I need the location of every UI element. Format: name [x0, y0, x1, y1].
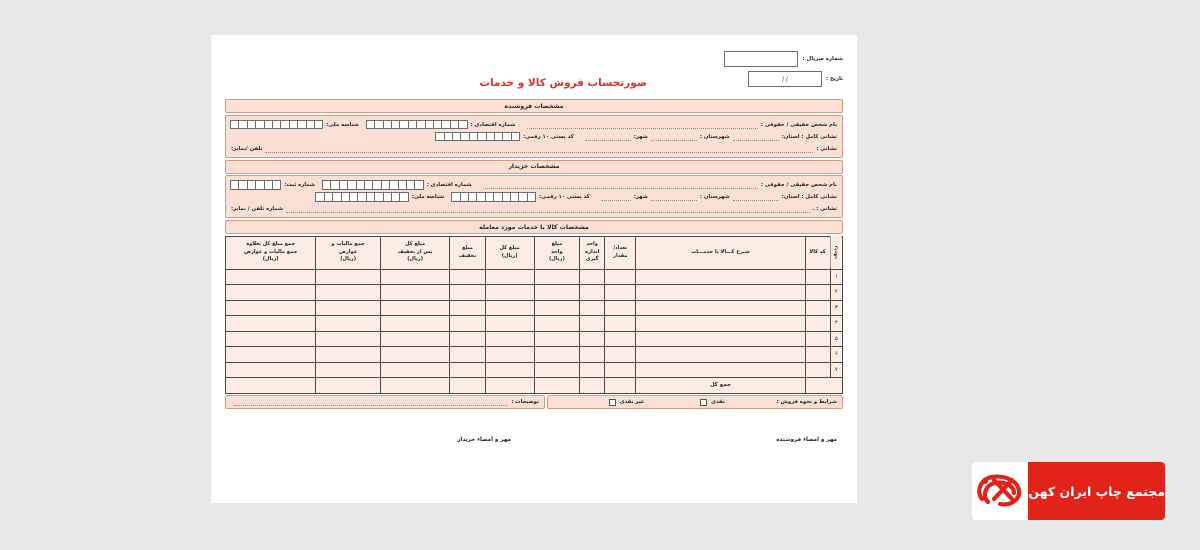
digit-cell[interactable] — [502, 132, 511, 141]
cell-description[interactable] — [636, 347, 805, 363]
buyer-band — [225, 160, 843, 174]
seller-county-input[interactable] — [651, 133, 697, 141]
buyer-signature-label: مهر و امضاء خریدار — [457, 437, 511, 443]
row-number-cell: ۲ — [830, 285, 842, 301]
digit-cell[interactable] — [280, 120, 289, 129]
goods-table-body — [226, 269, 843, 393]
cell-unit[interactable] — [580, 285, 605, 301]
cell-total[interactable] — [485, 331, 534, 347]
digit-cell[interactable] — [451, 192, 460, 201]
digit-cell[interactable] — [494, 132, 503, 141]
digit-cell[interactable] — [444, 132, 453, 141]
table-row — [226, 362, 843, 378]
seller-county-label: شهرستان : — [699, 133, 730, 140]
digit-cell[interactable] — [477, 132, 486, 141]
digit-cell[interactable] — [468, 192, 477, 201]
goods-col-header-tax: جمع مالیات و عوارض (ریال) — [316, 236, 380, 269]
buyer-city-label: شهر: — [633, 194, 648, 200]
digit-cell[interactable] — [364, 180, 373, 189]
seller-postal-code-label: کد پستی ۱۰ رقمی: — [523, 133, 574, 140]
cell-total[interactable] — [485, 316, 534, 332]
brand-mark-panel — [972, 462, 1028, 520]
cell-grand[interactable] — [226, 316, 316, 332]
cell-description[interactable] — [636, 331, 805, 347]
digit-cell[interactable] — [425, 120, 434, 129]
digit-cell[interactable] — [230, 120, 239, 129]
table-row — [226, 269, 843, 285]
digit-cell[interactable] — [366, 120, 375, 129]
buyer-address-label: نشانی : ـ — [812, 206, 837, 212]
goods-band-title: مشخصات کالا یا خدمات مورد معامله — [479, 223, 589, 231]
cell-tax[interactable] — [316, 362, 380, 378]
seller-economic-code-label: شماره اقتصادی : — [470, 121, 516, 128]
buyer-band-title: مشخصات خریدار — [508, 163, 560, 170]
digit-cell[interactable] — [391, 192, 400, 201]
digit-cell[interactable] — [383, 192, 392, 201]
cell-after_discount[interactable] — [380, 331, 450, 347]
cell-qty[interactable] — [605, 300, 636, 316]
buyer-city-input[interactable] — [601, 193, 631, 201]
cash-checkbox[interactable] — [700, 399, 707, 406]
cell-qty[interactable] — [605, 269, 636, 285]
cell-qty[interactable] — [605, 285, 636, 301]
row-number-cell: ۳ — [830, 300, 842, 316]
buyer-name-label: نام شخص حقیقی / حقوقی : — [760, 182, 837, 188]
noncash-label: غیر نقدی — [619, 399, 645, 405]
digit-cell[interactable] — [230, 180, 239, 189]
sale-terms-box — [547, 395, 843, 409]
goods-header-row — [226, 236, 843, 269]
serial-label: شماره سریال : — [802, 56, 843, 62]
notes-label: توضیحات : — [511, 399, 539, 405]
digit-cell[interactable] — [510, 192, 519, 201]
cell-description[interactable] — [636, 269, 805, 285]
digit-cell[interactable] — [433, 120, 442, 129]
digit-cell[interactable] — [272, 180, 281, 189]
cell-grand[interactable] — [226, 285, 316, 301]
invoice-form — [225, 51, 843, 443]
cell-tax[interactable] — [316, 331, 380, 347]
cell-after_discount[interactable] — [380, 285, 450, 301]
cell-description[interactable] — [636, 285, 805, 301]
table-row — [226, 285, 843, 301]
signature-row — [225, 437, 843, 443]
cell-tax[interactable] — [316, 347, 380, 363]
seller-row-3 — [231, 143, 837, 155]
table-row — [226, 316, 843, 332]
serial-input[interactable] — [724, 51, 798, 67]
brand-name: مجتمع چاپ ایران کهن — [1028, 483, 1165, 499]
digit-cell[interactable] — [511, 132, 520, 141]
brand-logo — [975, 462, 1165, 520]
seller-province-input[interactable] — [733, 133, 779, 141]
cell-description[interactable] — [636, 362, 805, 378]
digit-cell[interactable] — [330, 180, 339, 189]
digit-cell[interactable] — [289, 120, 298, 129]
cell-total[interactable] — [485, 347, 534, 363]
digit-cell[interactable] — [460, 192, 469, 201]
cell-unit[interactable] — [580, 316, 605, 332]
digit-cell[interactable] — [408, 120, 417, 129]
cell-unit[interactable] — [580, 269, 605, 285]
digit-cell[interactable] — [458, 120, 467, 129]
cell-discount[interactable] — [450, 347, 485, 363]
digit-cell[interactable] — [406, 180, 415, 189]
cell-after_discount[interactable] — [380, 316, 450, 332]
cell-discount[interactable] — [450, 331, 485, 347]
digit-cell[interactable] — [366, 192, 375, 201]
cell-code[interactable] — [805, 362, 830, 378]
row-number-cell: ۷ — [830, 362, 842, 378]
digit-cell[interactable] — [315, 192, 324, 201]
seller-postal-code-boxes[interactable] — [436, 132, 520, 141]
page-title: صورتحساب فروش کالا و خدمات — [479, 77, 647, 89]
goods-col-header-grand: جمع مبلغ کل بعلاوه جمع مالیات و عوارض (ریال) — [226, 236, 316, 269]
date-input[interactable]: / / — [748, 71, 822, 87]
digit-cell[interactable] — [247, 120, 256, 129]
buyer-economic-code-label: شماره اقتصادی : — [426, 182, 472, 188]
buyer-row-2 — [231, 191, 837, 203]
cell-description[interactable] — [636, 316, 805, 332]
cell-qty[interactable] — [605, 331, 636, 347]
grand-total-cell-unit[interactable] — [580, 378, 605, 394]
goods-col-header-code: کد کالا — [805, 236, 830, 269]
grand-total-cell-total[interactable] — [485, 378, 534, 394]
digit-cell[interactable] — [435, 132, 444, 141]
footer-conditions — [225, 395, 843, 409]
digit-cell[interactable] — [391, 120, 400, 129]
date-row — [693, 71, 843, 87]
seller-national-id-boxes[interactable] — [231, 120, 323, 129]
digit-cell[interactable] — [374, 192, 383, 201]
cell-after_discount[interactable] — [380, 300, 450, 316]
cell-description[interactable] — [636, 300, 805, 316]
grand-total-label: جمع کل — [636, 378, 805, 394]
serial-row — [693, 51, 843, 67]
cell-grand[interactable] — [226, 300, 316, 316]
grand-total-cell-discount[interactable] — [450, 378, 485, 394]
digit-cell[interactable] — [399, 120, 408, 129]
cell-qty[interactable] — [605, 347, 636, 363]
digit-cell[interactable] — [339, 180, 348, 189]
seller-national-id-label: شناسه ملی: — [326, 121, 359, 128]
cell-discount[interactable] — [450, 316, 485, 332]
goods-col-header-after_discount: مبلغ کل پس از تخفیف (ریال) — [380, 236, 450, 269]
seller-row-2 — [231, 131, 837, 143]
buyer-phone-label: شماره تلفن / نمابر: — [231, 206, 284, 212]
cell-qty[interactable] — [605, 362, 636, 378]
digit-cell[interactable] — [452, 132, 461, 141]
digit-cell[interactable] — [255, 180, 264, 189]
row-number-cell: ۶ — [830, 347, 842, 363]
goods-col-header-total: مبلغ کل (ریال) — [485, 236, 534, 269]
cell-unit[interactable] — [580, 362, 605, 378]
cell-tax[interactable] — [316, 300, 380, 316]
digit-cell[interactable] — [398, 180, 407, 189]
cell-unit_price[interactable] — [534, 316, 580, 332]
cell-unit_price[interactable] — [534, 285, 580, 301]
digit-cell[interactable] — [502, 192, 511, 201]
grand-total-cell-after_discount[interactable] — [380, 378, 450, 394]
table-row — [226, 300, 843, 316]
digit-cell[interactable] — [357, 192, 366, 201]
buyer-postal-code-boxes[interactable] — [452, 192, 536, 201]
seller-band-title: مشخصات فروشنده — [504, 102, 564, 110]
digit-cell[interactable] — [469, 132, 478, 141]
digit-cell[interactable] — [272, 120, 281, 129]
brand-name-panel — [1028, 462, 1165, 520]
cell-grand[interactable] — [226, 331, 316, 347]
buyer-name-input[interactable] — [483, 181, 758, 189]
row-number-cell: ۵ — [830, 331, 842, 347]
digit-cell[interactable] — [399, 192, 408, 201]
cell-code[interactable] — [805, 300, 830, 316]
mark-dot-icon — [982, 478, 988, 484]
buyer-registration-boxes[interactable] — [231, 180, 281, 189]
cell-after_discount[interactable] — [380, 362, 450, 378]
noncash-option[interactable] — [605, 399, 645, 406]
seller-phone-label: تلفن /نمابر: — [231, 145, 263, 152]
buyer-province-input[interactable] — [733, 193, 779, 201]
cell-unit_price[interactable] — [534, 347, 580, 363]
digit-cell[interactable] — [356, 180, 365, 189]
buyer-address-province-label: نشانی کامل : استان: — [781, 194, 837, 200]
seller-name-input[interactable] — [527, 121, 758, 129]
cell-after_discount[interactable] — [380, 269, 450, 285]
cell-unit[interactable] — [580, 331, 605, 347]
seller-address-province-label: نشانی کامل : استان: — [781, 133, 837, 140]
goods-col-header-unit_price: مبلغ واحد (ریال) — [534, 236, 580, 269]
seller-name-label: نام شخص حقیقی / حقوقی : — [760, 121, 837, 128]
cell-code[interactable] — [805, 331, 830, 347]
cell-tax[interactable] — [316, 316, 380, 332]
seller-row-1 — [231, 119, 837, 131]
goods-col-header-row: ردیف — [830, 236, 842, 269]
cell-after_discount[interactable] — [380, 347, 450, 363]
digit-cell[interactable] — [264, 180, 273, 189]
cell-total[interactable] — [485, 362, 534, 378]
buyer-panel — [225, 175, 843, 218]
buyer-row-3 — [231, 203, 837, 215]
digit-cell[interactable] — [374, 120, 383, 129]
digit-cell[interactable] — [324, 192, 333, 201]
seller-economic-code-boxes[interactable] — [367, 120, 468, 129]
cell-code[interactable] — [805, 316, 830, 332]
cell-code[interactable] — [805, 347, 830, 363]
digit-cell[interactable] — [518, 192, 527, 201]
grand-total-cell-tax[interactable] — [316, 378, 380, 394]
cash-label: نقدی — [711, 399, 725, 405]
buyer-postal-code-label: کد پستی ۱۰ رقمی: — [539, 194, 590, 200]
table-row — [226, 331, 843, 347]
row-number-cell: ۴ — [830, 316, 842, 332]
cell-discount[interactable] — [450, 269, 485, 285]
digit-cell[interactable] — [238, 120, 247, 129]
goods-table-head — [226, 236, 843, 269]
goods-col-header-qty: تعداد/ مقدار — [605, 236, 636, 269]
cell-discount[interactable] — [450, 362, 485, 378]
noncash-checkbox[interactable] — [609, 399, 616, 406]
seller-band — [225, 99, 843, 113]
buyer-national-id-boxes[interactable] — [316, 192, 408, 201]
digit-cell[interactable] — [414, 180, 423, 189]
digit-cell[interactable] — [255, 120, 264, 129]
date-label: تاریخ : — [825, 76, 843, 82]
cell-unit_price[interactable] — [534, 300, 580, 316]
cell-tax[interactable] — [316, 269, 380, 285]
buyer-economic-code-boxes[interactable] — [323, 180, 424, 189]
seller-panel — [225, 115, 843, 158]
digit-cell[interactable] — [527, 192, 536, 201]
notes-input[interactable] — [234, 398, 508, 406]
seller-city-input[interactable] — [585, 133, 631, 141]
notes-box — [225, 395, 545, 409]
cell-unit[interactable] — [580, 300, 605, 316]
cell-total[interactable] — [485, 269, 534, 285]
digit-cell[interactable] — [381, 180, 390, 189]
cash-option[interactable] — [696, 399, 725, 406]
serial-date-block — [693, 51, 843, 91]
cell-grand[interactable] — [226, 269, 316, 285]
cell-unit_price[interactable] — [534, 362, 580, 378]
digit-cell[interactable] — [247, 180, 256, 189]
goods-col-header-discount: مبلغ تخفیف — [450, 236, 485, 269]
cell-discount[interactable] — [450, 300, 485, 316]
digit-cell[interactable] — [341, 192, 350, 201]
grand-total-row — [226, 378, 843, 394]
iran-kohan-mark-icon — [972, 468, 1028, 514]
digit-cell[interactable] — [238, 180, 247, 189]
cell-unit_price[interactable] — [534, 331, 580, 347]
goods-band — [225, 220, 843, 234]
cell-total[interactable] — [485, 300, 534, 316]
cell-grand[interactable] — [226, 347, 316, 363]
digit-cell[interactable] — [389, 180, 398, 189]
goods-table — [225, 236, 843, 394]
goods-col-header-unit: واحد اندازه گیری — [580, 236, 605, 269]
digit-cell[interactable] — [314, 120, 323, 129]
digit-cell[interactable] — [416, 120, 425, 129]
digit-cell[interactable] — [485, 192, 494, 201]
row-number-cell: ۱ — [830, 269, 842, 285]
buyer-national-id-label: شناسه ملی: — [411, 194, 445, 200]
digit-cell[interactable] — [476, 192, 485, 201]
digit-cell[interactable] — [264, 120, 273, 129]
digit-cell[interactable] — [372, 180, 381, 189]
digit-cell[interactable] — [460, 132, 469, 141]
seller-address-input[interactable] — [265, 145, 813, 153]
seller-address-label: نشانی : — [816, 145, 837, 152]
cell-code[interactable] — [805, 285, 830, 301]
total-row-blank — [805, 378, 842, 394]
grand-total-cell-unit_price[interactable] — [534, 378, 580, 394]
cell-unit_price[interactable] — [534, 269, 580, 285]
digit-cell[interactable] — [441, 120, 450, 129]
buyer-registration-label: شماره ثبت: — [284, 182, 315, 188]
digit-cell[interactable] — [347, 180, 356, 189]
digit-cell[interactable] — [486, 132, 495, 141]
grand-total-cell-grand[interactable] — [226, 378, 316, 394]
cell-unit[interactable] — [580, 347, 605, 363]
form-header — [225, 51, 843, 99]
digit-cell[interactable] — [349, 192, 358, 201]
cell-tax[interactable] — [316, 285, 380, 301]
cell-qty[interactable] — [605, 316, 636, 332]
sale-terms-label: شرایط و نحوه فروش : — [776, 399, 837, 405]
cell-total[interactable] — [485, 285, 534, 301]
invoice-paper — [211, 35, 857, 503]
digit-cell[interactable] — [322, 180, 331, 189]
grand-total-cell-qty[interactable] — [605, 378, 636, 394]
buyer-county-label: شهرستان : — [699, 194, 730, 200]
digit-cell[interactable] — [493, 192, 502, 201]
buyer-county-input[interactable] — [651, 193, 697, 201]
digit-cell[interactable] — [332, 192, 341, 201]
cell-grand[interactable] — [226, 362, 316, 378]
buyer-row-1 — [231, 179, 837, 191]
seller-signature-label: مهر و امضاء فروشنده — [776, 437, 837, 443]
cell-discount[interactable] — [450, 285, 485, 301]
digit-cell[interactable] — [450, 120, 459, 129]
cell-code[interactable] — [805, 269, 830, 285]
digit-cell[interactable] — [383, 120, 392, 129]
buyer-address-input[interactable] — [286, 205, 810, 213]
goods-col-header-description: شـرح کـــالا یا خدمـــات — [636, 236, 805, 269]
seller-city-label: شهر: — [633, 133, 648, 140]
digit-cell[interactable] — [297, 120, 306, 129]
digit-cell[interactable] — [306, 120, 315, 129]
table-row — [226, 347, 843, 363]
